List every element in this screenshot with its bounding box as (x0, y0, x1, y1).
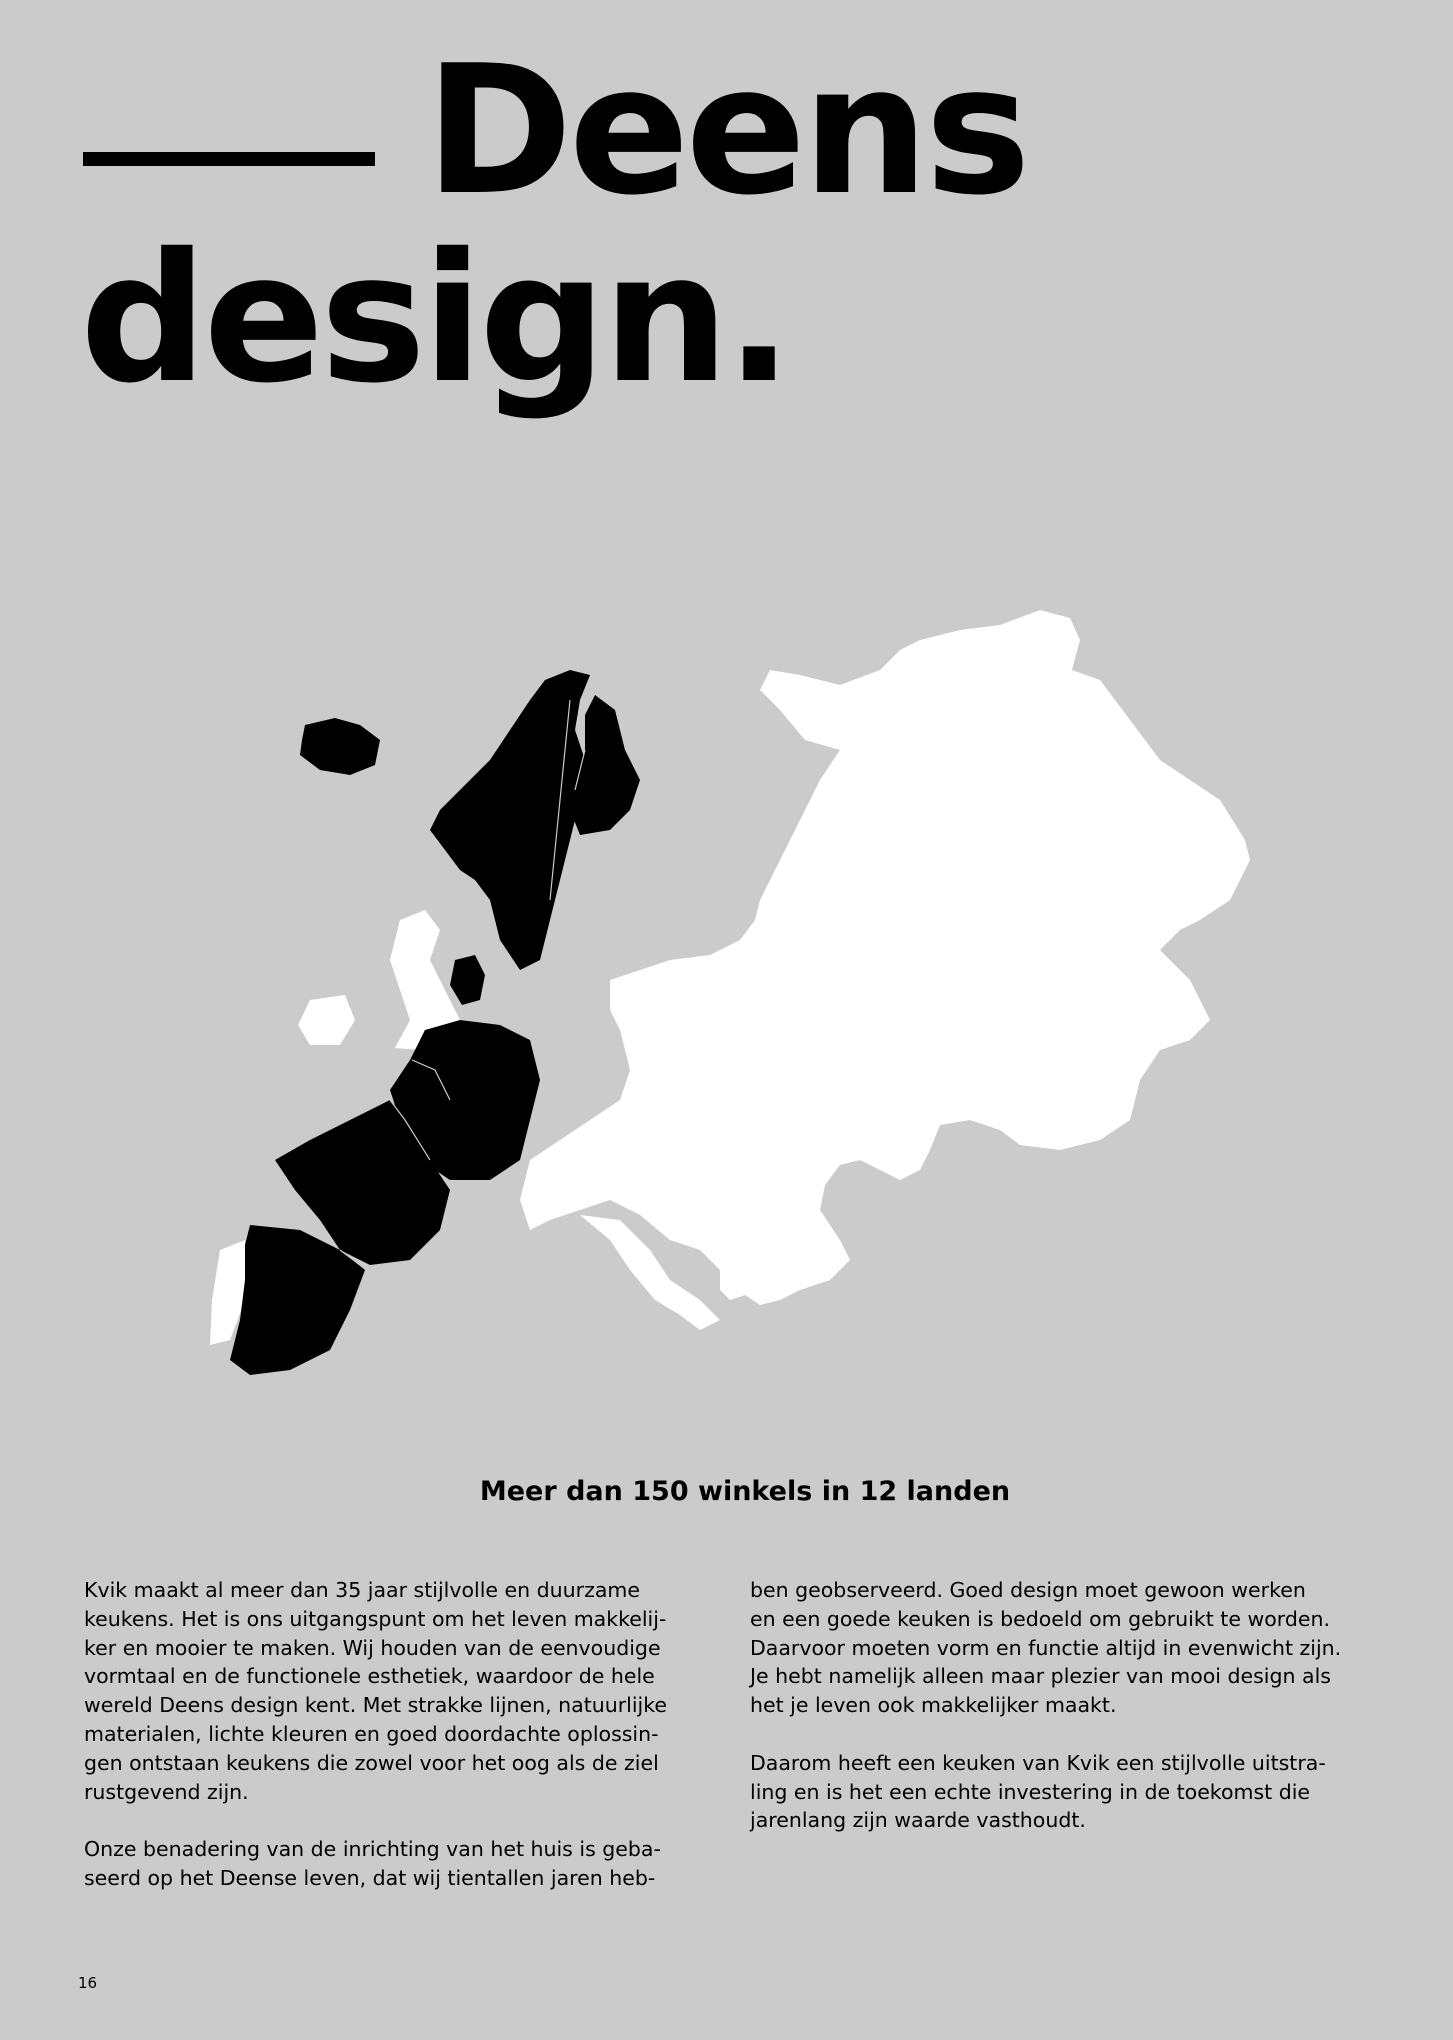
body-column-left (84, 1576, 714, 1922)
body-paragraph: Kvik maakt al meer dan 35 jaar stijlvolle en duurzame keukens. Het is ons uitgangspunt om het leven makkelij- ker en mooier te maken. Wij houden van de eenvoudige vormtaal en de functionele esthetiek, waardoor de hele wereld Deens design kent. Met strakke lijnen, natuurlijke materialen, lichte kleuren en goed doordachte oplossin- gen ontstaan keukens die zowel voor het oog als de ziel rustgevend zijn. (84, 1578, 667, 1804)
map-denmark (450, 955, 485, 1005)
page-title-line-1: Deens (425, 27, 1027, 234)
map-caption: Meer dan 150 winkels in 12 landen (479, 1476, 1011, 1507)
body-paragraph: Daarom heeft een keuken van Kvik een stijlvolle uitstra- ling en is het een echte investering in de toekomst die jarenlang zijn waarde vasthoudt. (750, 1750, 1326, 1833)
map-iceland (300, 718, 380, 775)
body-paragraph: ben geobserveerd. Goed design moet gewoon werken en een goede keuken is bedoeld om gebruikt te worden. Daarvoor moeten vorm en functie altijd in evenwicht zijn. Je hebt namelijk alleen maar plezier van mooi design als het je leven ook makkelijker maakt. (750, 1578, 1342, 1718)
page-number: 16 (78, 1974, 98, 1992)
map-norway-sweden (430, 670, 590, 970)
map-ireland (298, 995, 355, 1045)
map-russia-eastern-europe (520, 610, 1250, 1305)
body-column-right (750, 1576, 1380, 1864)
page-title-line-2: design. (80, 215, 789, 422)
europe-map (200, 600, 1260, 1420)
body-paragraph: Onze benadering van de inrichting van het huis is geba- seerd op het Deense leven, dat wij tientallen jaren heb- (84, 1837, 661, 1890)
map-finland (570, 695, 640, 835)
title-rule (83, 152, 375, 166)
